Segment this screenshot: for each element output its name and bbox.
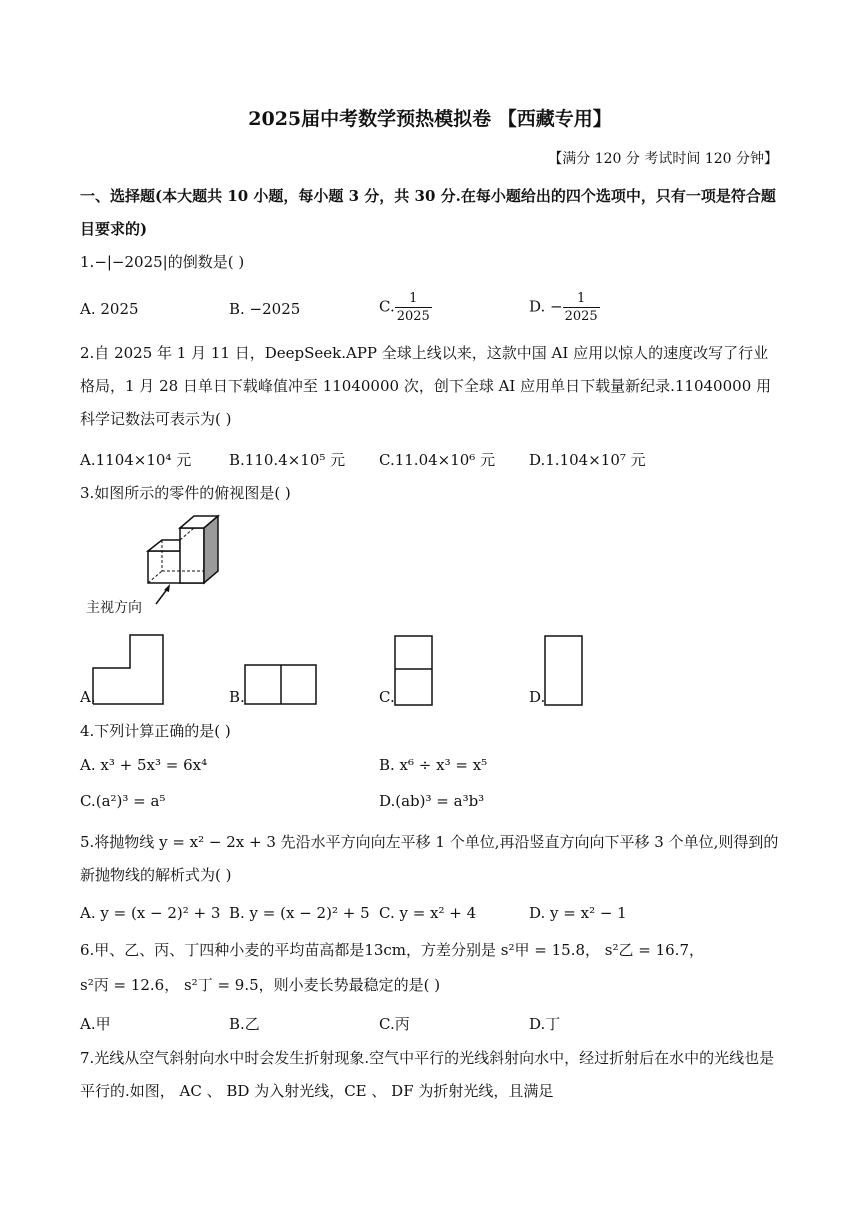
q3-c-shape	[394, 635, 434, 707]
question-6-stem: 6.甲、乙、丙、丁四种小麦的平均苗高都是13cm，方差分别是 s²甲 = 15.8， s²乙 = 16.7，	[80, 941, 704, 959]
q4-option-d: D.(ab)³ = a³b³	[379, 792, 485, 810]
q6-option-b: B.乙	[229, 1015, 260, 1033]
page-title: 2025届中考数学预热模拟卷 【西藏专用】	[248, 108, 612, 130]
q5-option-d: D. y = x² − 1	[529, 904, 627, 922]
q3-option-d: D.	[529, 688, 546, 706]
q3-option-c: C.	[379, 688, 395, 706]
q4-option-c: C.(a²)³ = a⁵	[80, 792, 166, 810]
q4-option-a: A. x³ + 5x³ = 6x⁴	[80, 756, 208, 774]
q1-option-c: C. $\frac{1}{2025}$	[379, 291, 430, 324]
q2-option-c: C.11.04×10⁶ 元	[379, 451, 496, 469]
q3-option-a: A.	[80, 688, 96, 706]
q1-d-fraction: $\frac{1}{2025}$	[564, 291, 598, 324]
q5-option-b: B. y = (x − 2)² + 5	[229, 904, 370, 922]
question-3-stem: 3.如图所示的零件的俯视图是( )	[80, 484, 291, 502]
q1-c-fraction: $\frac{1}{2025}$	[396, 291, 430, 324]
question-6-stem-cont: s²丙 = 12.6， s²丁 = 9.5，则小麦长势最稳定的是( )	[80, 976, 441, 994]
q6-option-d: D.丁	[529, 1015, 561, 1033]
q2-option-b: B.110.4×10⁵ 元	[229, 451, 346, 469]
q5-option-a: A. y = (x − 2)² + 3	[80, 904, 221, 922]
question-4-stem: 4.下列计算正确的是( )	[80, 722, 231, 740]
q6-option-c: C.丙	[379, 1015, 410, 1033]
exam-meta: 【满分 120 分 考试时间 120 分钟】	[548, 151, 778, 167]
q3-d-shape	[544, 635, 584, 707]
q2-option-a: A.1104×10⁴ 元	[80, 451, 192, 469]
q1-option-d: D. − $\frac{1}{2025}$	[529, 291, 598, 324]
q3-a-shape	[92, 634, 166, 706]
q1-option-a: A. 2025	[80, 300, 139, 318]
q1-option-b: B. −2025	[229, 300, 301, 318]
q3-b-shape	[244, 664, 318, 706]
question-1-stem: 1.−|−2025|的倒数是( )	[80, 253, 245, 271]
question-7-stem: 7.光线从空气斜射向水中时会发生折射现象.空气中平行的光线斜射向水中，经过折射后在水中的光线也是平行的.如图， AC 、 BD 为入射光线，CE 、 DF 为折射光线，且满足	[80, 1049, 775, 1100]
view-direction-label: 主视方向	[86, 600, 142, 616]
q2-option-d: D.1.104×10⁷ 元	[529, 451, 646, 469]
q4-option-b: B. x⁶ ÷ x³ = x⁵	[379, 756, 488, 774]
section-heading: 一、选择题(本大题共 10 小题，每小题 3 分，共 30 分.在每小题给出的四个选项中，只有一项是符合题目要求的)	[80, 187, 776, 238]
question-5-stem: 5.将抛物线 y = x² − 2x + 3 先沿水平方向向左平移 1 个单位,再沿竖直方向向下平移 3 个单位,则得到的新抛物线的解析式为( )	[80, 833, 779, 884]
q5-option-c: C. y = x² + 4	[379, 904, 477, 922]
q3-option-b: B.	[229, 688, 245, 706]
question-2-stem: 2.自 2025 年 1 月 11 日，DeepSeek.APP 全球上线以来，这款中国 AI 应用以惊人的速度改写了行业格局，1 月 28 日单日下载峰值冲至 11040000 次，创下全球 AI 应用单日下载量新纪录.11040000 用科学记数法可表示为( )	[80, 344, 771, 428]
q6-option-a: A.甲	[80, 1015, 111, 1033]
